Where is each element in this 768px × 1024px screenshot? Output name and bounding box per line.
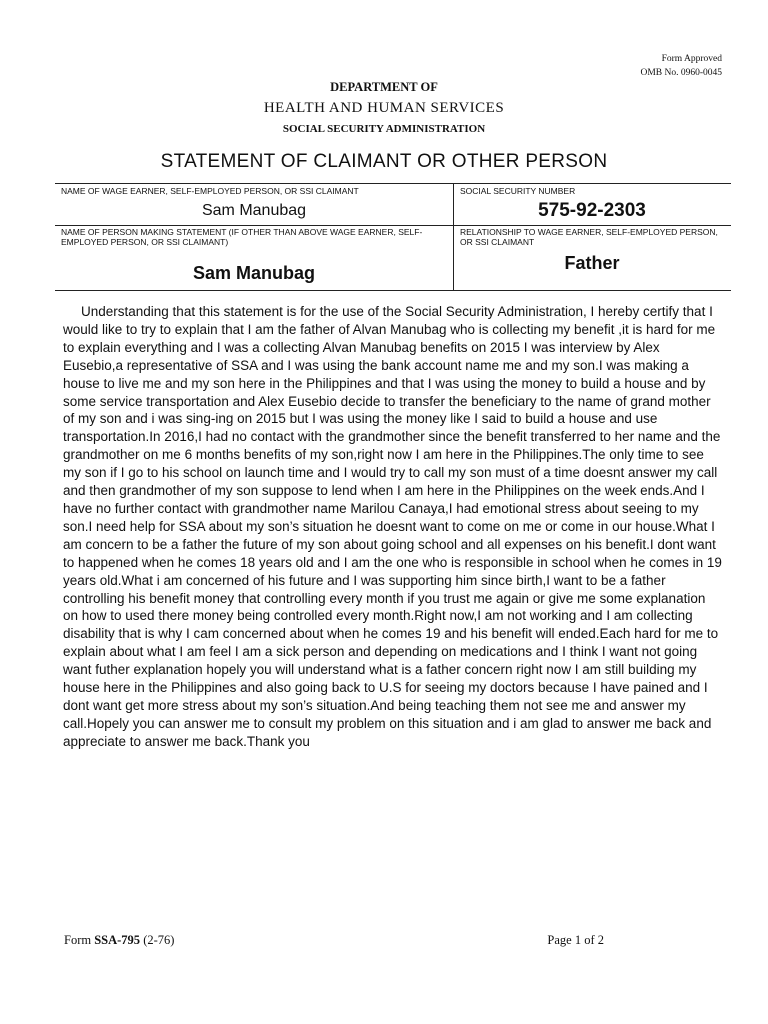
form-prefix: Form — [64, 933, 92, 947]
ssn-value: 575-92-2303 — [538, 200, 646, 221]
row-divider — [55, 225, 731, 226]
form-approved-text: Form Approved — [661, 54, 722, 64]
form-title: STATEMENT OF CLAIMANT OR OTHER PERSON — [160, 151, 608, 172]
page-number: Page 1 of 2 — [547, 933, 604, 947]
wage-earner-label: NAME OF WAGE EARNER, SELF-EMPLOYED PERSON, OR SSI CLAIMANT — [61, 186, 359, 196]
ssn-label: SOCIAL SECURITY NUMBER — [460, 186, 576, 196]
form-approval-block — [562, 52, 722, 80]
ssa-heading: SOCIAL SECURITY ADMINISTRATION — [282, 123, 486, 135]
statement-paragraph: Understanding that this statement is for the use of the Social Security Administration, I hereby certify that I would like to try to explain that I am the father of Alvan Manubag who is collecting my benefit ,it is hard for me to explain everything and I was a collecting Alvan Manubag benefits on 2015 I was interview by Alex Eusebio,a representative of SSA and I was using the bank account name me and my son.I was making a house to live me and my son here in the Philippines and that I was using the money to build a house and by some service transportation and Alex Eusebio decide to transfer the beneficiary to the name of grand mother of my son and i was sing-ing on 2015 but I was using the money like I said to build a house and use transportation.In 2016,I had no contact with the grandmother since the benefit transferred to her name and the grandmother on me 6 months benefits of my son,right now I am here in the Philippines.The only time to see my son if I go to his school on launch time and I would try to call my son must of a time doesnt answer my call and then grandmother of my son suppose to lend when I am here in the Philippines on the week ends.And I have no further contact with grandmother name Marilou Canaya,I had emotional stress about seeing to my son.I need help for SSA about my son’s situation he doesnt want to come on me or come in our house.What I am concern to be a father the future of my son about going school and all expenses on his benefit.I dont want to happened when he comes 18 years old and I am the one who is responsible in school when he comes in 19 years old.What i am concerned of his future and I was supporting him since birth,I want to be a father controlling his benefit money that controlling every month if you trust me again or give me some explanation on how to used there money being controlled every month.Right now,I am not working and I am collecting disability that is why I cam concerned about when he comes 19 and his benefit will ended.Each hard for me to explain about what I am feel I am a sick person and depending on medications and I think I want not going want futher explanation hopely you will understand what is a father concern right now I am still building my house here in the Philippines and also going back to U.S for seeing my doctors because I have pained and I dont want get more stress about my son’s situation.And being teaching them not see me and answer my call.Hopely you can answer me to consult my problem on this situation and i am glad to answer me back and appreciate to answer me back.Thank you — [63, 304, 722, 749]
form-id — [64, 933, 174, 948]
statement-person-label: NAME OF PERSON MAKING STATEMENT (IF OTHER THAN ABOVE WAGE EARNER, SELF-EMPLOYED PERSON, OR SSI CLAIMANT) — [61, 227, 423, 247]
form-revision: (2-76) — [143, 933, 175, 947]
relationship-label: RELATIONSHIP TO WAGE EARNER, SELF-EMPLOYED PERSON, OR SSI CLAIMANT — [460, 227, 718, 247]
relationship-value: Father — [564, 253, 620, 273]
omb-number: OMB No. 0960-0045 — [640, 68, 722, 78]
statement-person-name: Sam Manubag — [192, 263, 316, 283]
statement-body — [63, 303, 723, 751]
wage-earner-name: Sam Manubag — [201, 202, 307, 219]
hhs-heading: HEALTH AND HUMAN SERVICES — [263, 100, 505, 116]
form-number: SSA-795 — [94, 933, 141, 947]
department-heading: DEPARTMENT OF — [330, 80, 438, 94]
claimant-fields-table — [55, 183, 731, 291]
